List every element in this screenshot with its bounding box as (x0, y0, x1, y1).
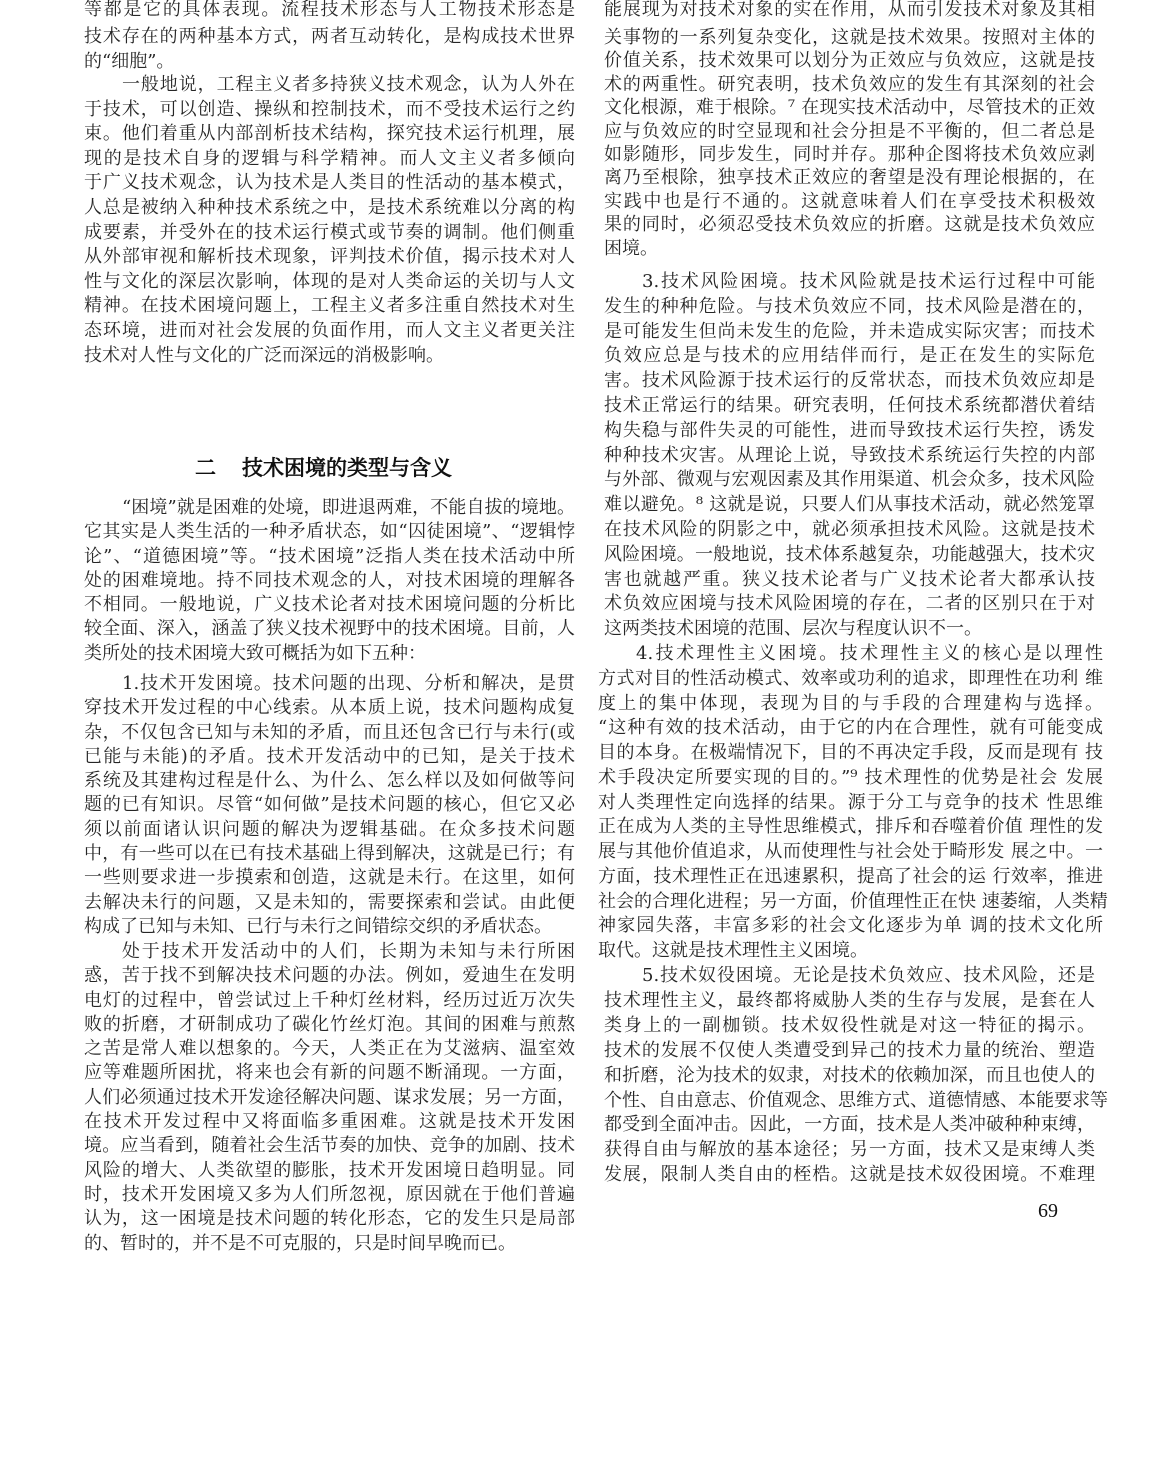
text-line: 精神。在技术困境问题上，工程主义者多注重自然技术对生 (84, 295, 575, 317)
paragraph-continued (604, 26, 1095, 260)
paragraph-item-5 (604, 964, 1108, 1188)
text-line: 都受到全面冲击。因此，一方面，技术是人类冲破种种束缚， (604, 1114, 1095, 1136)
page-number: 69 (1038, 1200, 1058, 1222)
text-line: “这种有效的技术活动，由于它的内在合理性，就有可能变成 (598, 717, 1103, 739)
text-line: 性与文化的深层次影响，体现的是对人类命运的关切与人文 (84, 270, 575, 292)
text-line: 害也就越严重。狭义技术论者与广义技术论者大都承认技 (604, 568, 1095, 590)
text-line: 技术正常运行的结果。研究表明，任何技术系统都潜伏着结 (604, 394, 1095, 416)
text-line: 的“细胞”。 (84, 50, 175, 72)
text-line: 从外部审视和解析技术现象，评判技术价值，揭示技术对人 (84, 246, 575, 268)
text-line: 对人类理性定向选择的结果。源于分工与竞争的技术 性思维 (598, 791, 1103, 813)
text-line: 与外部、微观与宏观因素及其作用渠道、机会众多，技术风险 (604, 469, 1095, 491)
text-line: 种种技术灾害。从理论上说，导致技术系统运行失控的内部 (604, 444, 1095, 466)
text-line: 负效应总是与技术的应用结伴而行，是正在发生的实际危 (604, 345, 1095, 367)
text-line: 处的困难境地。持不同技术观念的人，对技术困境的理解各 (84, 569, 575, 591)
text-line: 技术理性主义，最终都将威胁人类的生存与发展，是套在人 (604, 989, 1095, 1011)
paragraph-continued (84, 25, 575, 74)
text-line: 术的两重性。研究表明，技术负效应的发生有其深刻的社会 (604, 73, 1095, 95)
section-heading (195, 452, 452, 482)
text-line: 技术存在的两种基本方式，两者互动转化，是构成技术世界 (84, 26, 575, 47)
text-line: “困境”就是困难的处境，即进退两难，不能自拔的境地。 (122, 497, 575, 518)
text-line: 这两类技术困境的范围、层次与程度认识不一。 (604, 618, 982, 640)
text-line: 术手段决定所要实现的目的。”⁹ 技术理性的优势是社会 发展 (598, 766, 1103, 788)
text-line: 应等难题所困扰，将来也会有新的问题不断涌现。一方面， (84, 1062, 575, 1084)
text-line: 技术对人性与文化的广泛而深远的消极影响。 (84, 344, 444, 366)
section-number: 二 (195, 456, 216, 480)
text-line: 时，技术开发困境又多为人们所忽视，原因就在于他们普遍 (84, 1183, 575, 1205)
text-line: 败的折磨，才研制成功了碳化竹丝灯泡。其间的困难与煎熬 (84, 1013, 575, 1035)
text-line: 较全面、深入，涵盖了狭义技术视野中的技术困境。目前，人 (84, 618, 575, 640)
text-line: 一些则要求进一步摸索和创造，这就是未行。在这里，如何 (84, 867, 575, 889)
text-line: 穿技术开发过程的中心线索。从本质上说，技术问题构成复 (84, 697, 575, 719)
text-line: 认为，这一困境是技术问题的转化形态，它的发生只是局部 (84, 1208, 575, 1230)
text-line: 方式对目的性活动模式、效率或功利的追求，即理性在功利 维 (598, 667, 1103, 689)
text-line: 风险的增大、人类欲望的膨胀，技术开发困境日趋明显。同 (84, 1159, 575, 1181)
text-line: 不相同。一般地说，广义技术论者对技术困境问题的分析比 (84, 594, 575, 616)
text-line: 社会的合理化进程；另一方面，价值理性正在快 速萎缩，人类精 (598, 890, 1108, 912)
text-line: 现的是技术自身的逻辑与科学精神。而人文主义者多倾向 (84, 147, 575, 169)
text-line: 惑，苦于找不到解决技术问题的办法。例如，爱迪生在发明 (84, 965, 575, 987)
text-line: 成要素，并受外在的技术运行模式或节奏的调制。他们侧重 (84, 221, 575, 243)
text-line: 个性、自由意志、价值观念、思维方式、道德情感、本能要求等 (604, 1089, 1108, 1111)
text-line: 束。他们着重从内部剖析技术结构，探究技术运行机理，展 (84, 123, 575, 145)
text-line: 正在成为人类的主导性思维模式，排斥和吞噬着价值 理性的发 (598, 816, 1103, 838)
text-line: 之苦是常人难以想象的。今天，人类正在为艾滋病、温室效 (84, 1038, 575, 1060)
text-line: 中，有一些可以在已有技术基础上得到解决，这就是已行；有 (84, 843, 575, 865)
text-line: 实践中也是行不通的。这就意味着人们在享受技术积极效 (604, 190, 1095, 212)
paragraph-continued (84, 0, 575, 23)
text-line: 技术的发展不仅使人类遭受到异己的技术力量的统治、塑造 (604, 1039, 1095, 1061)
paragraph-item-1 (84, 672, 575, 939)
text-line: 已能与未能)的矛盾。技术开发活动中的已知，是关于技术 (84, 745, 575, 767)
text-line: 类身上的一副枷锁。技术奴役性就是对这一特征的揭示。 (604, 1014, 1095, 1036)
text-line: 方面，技术理性正在迅速累积，提高了社会的运 行效率，推进 (598, 865, 1103, 887)
paragraph-continued (604, 0, 1095, 22)
text-line: 它其实是人类生活的一种矛盾状态，如“囚徒困境”、“逻辑悖 (84, 521, 575, 543)
text-line: 境。应当看到，随着社会生活节奏的加快、竞争的加剧、技术 (84, 1135, 575, 1157)
text-line: 和折磨，沦为技术的奴隶，对技术的依赖加深，而且也使人的 (604, 1064, 1095, 1086)
paragraph (84, 73, 575, 368)
text-line: 题的已有知识。尽管“如何做”是技术问题的核心，但它又必 (84, 794, 575, 816)
text-line: 态环境，进而对社会发展的负面作用，而人文主义者更关注 (84, 319, 575, 341)
text-line: 如影随形，同步发生，同时并存。那种企图将技术负效应剥 (604, 144, 1095, 166)
text-line: 术负效应困境与技术风险困境的存在，二者的区别只在于对 (604, 593, 1095, 615)
text-line: 获得自由与解放的基本途径；另一方面，技术又是束缚人类 (604, 1139, 1095, 1161)
text-line: 构失稳与部件失灵的可能性，进而导致技术运行失控，诱发 (604, 419, 1095, 441)
text-line: 等都是它的具体表现。流程技术形态与人工物技术形态是 (84, 0, 575, 20)
text-line: 电灯的过程中，曾尝试过上千种灯丝材料，经历过近万次失 (84, 989, 575, 1011)
text-line: 度上的集中体现，表现为目的与手段的合理建构与选择。 (598, 692, 1103, 714)
text-line: 论”、“道德困境”等。“技术困境”泛指人类在技术活动中所 (84, 545, 575, 567)
text-line: 人们必须通过技术开发途径解决问题、谋求发展；另一方面， (84, 1086, 575, 1108)
text-line: 的、暂时的，并不是不可克服的，只是时间早晚而已。 (84, 1232, 516, 1254)
paragraph (84, 940, 575, 1256)
text-line: 应与负效应的时空显现和社会分担是不平衡的，但二者总是 (604, 120, 1095, 142)
text-line: 4.技术理性主义困境。技术理性主义的核心是以理性 (636, 643, 1103, 664)
text-line: 目的本身。在极端情况下，目的不再决定手段，反而是现有 技 (598, 742, 1103, 763)
text-line: 困境。 (604, 237, 658, 259)
text-line: 展与其他价值追求，从而使理性与社会处于畸形发 展之中。一 (598, 841, 1103, 862)
text-line: 一般地说，工程主义者多持狭义技术观念，认为人外在 (122, 74, 575, 95)
text-line: 害。技术风险源于技术运行的反常状态，而技术负效应却是 (604, 370, 1095, 392)
text-line: 系统及其建构过程是什么、为什么、怎么样以及如何做等问 (84, 770, 575, 792)
section-title: 技术困境的类型与含义 (242, 456, 452, 480)
paragraph (84, 496, 575, 666)
text-line: 去解决未行的问题，又是未知的，需要探索和尝试。由此便 (84, 891, 575, 913)
text-line: 须以前面诸认识问题的解决为逻辑基础。在众多技术问题 (84, 818, 575, 840)
text-line: 类所处的技术困境大致可概括为如下五种： (84, 642, 426, 664)
text-line: 关事物的一系列复杂变化，这就是技术效果。按照对主体的 (604, 27, 1095, 48)
text-line: 构成了已知与未知、已行与未行之间错综交织的矛盾状态。 (84, 915, 552, 937)
text-line: 难以避免。⁸ 这就是说，只要人们从事技术活动，就必然笼罩 (604, 494, 1095, 516)
text-line: 能展现为对技术对象的实在作用，从而引发技术对象及其相 (604, 0, 1095, 20)
text-line: 3.技术风险困境。技术风险就是技术运行过程中可能 (642, 271, 1095, 292)
text-line: 价值关系，技术效果可以划分为正效应与负效应，这就是技 (604, 50, 1095, 72)
text-line: 发生的种种危险。与技术负效应不同，技术风险是潜在的， (604, 295, 1095, 317)
text-line: 于技术，可以创造、操纵和控制技术，而不受技术运行之约 (84, 98, 575, 120)
text-line: 5.技术奴役困境。无论是技术负效应、技术风险，还是 (642, 965, 1095, 986)
text-line: 在技术风险的阴影之中，就必须承担技术风险。这就是技术 (604, 518, 1095, 540)
paragraph-item-4 (598, 642, 1108, 964)
text-line: 发展，限制人类自由的桎梏。这就是技术奴役困境。不难理 (604, 1164, 1095, 1186)
text-line: 1.技术开发困境。技术问题的出现、分析和解决，是贯 (122, 673, 575, 694)
text-line: 风险困境。一般地说，技术体系越复杂，功能越强大，技术灾 (604, 543, 1095, 565)
text-line: 神家园失落，丰富多彩的社会文化逐步为单 调的技术文化所 (598, 915, 1103, 937)
text-line: 是可能发生但尚未发生的危险，并未造成实际灾害；而技术 (604, 320, 1095, 342)
text-line: 文化根源，难于根除。⁷ 在现实技术活动中，尽管技术的正效 (604, 97, 1095, 119)
text-line: 取代。这就是技术理性主义困境。 (598, 940, 868, 961)
paragraph-item-3 (604, 270, 1095, 642)
text-line: 处于技术开发活动中的人们，长期为未知与未行所困 (122, 941, 575, 962)
text-line: 果的同时，必须忍受技术负效应的折磨。这就是技术负效应 (604, 214, 1095, 236)
text-line: 杂，不仅包含已知与未知的矛盾，而且还包含已行与未行(或 (84, 721, 575, 743)
text-line: 人总是被纳入种种技术系统之中，是技术系统难以分离的构 (84, 196, 575, 218)
text-line: 于广义技术观念，认为技术是人类目的性活动的基本模式， (84, 172, 575, 194)
text-line: 离乃至根除，独享技术正效应的奢望是没有理论根据的，在 (604, 167, 1095, 189)
text-line: 在技术开发过程中又将面临多重困难。这就是技术开发困 (84, 1111, 575, 1133)
